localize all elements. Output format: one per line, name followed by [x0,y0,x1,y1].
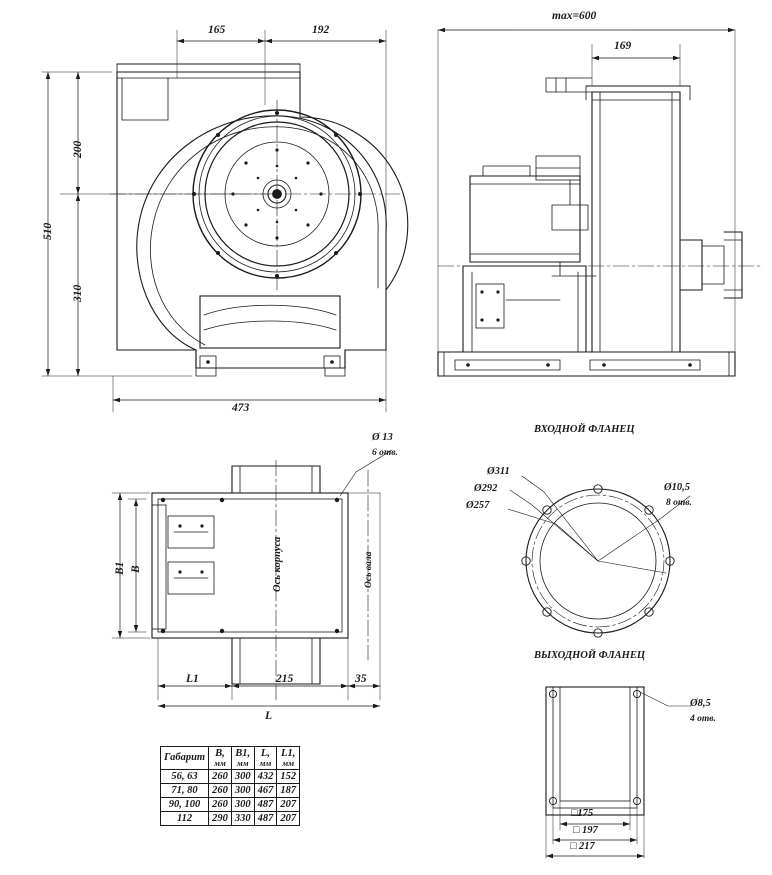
table-header-row [161,747,300,770]
inlet-flange-geometry [508,476,690,637]
title-inlet-flange: ВХОДНОЙ ФЛАНЕЦ [534,424,635,435]
plan-view-geometry [112,450,392,708]
th-b: B, мм [209,747,232,770]
th-l: L, мм [254,747,277,770]
dim-outlet-holes-count: 4 отв. [690,714,716,724]
dim-outlet-mid: □ 197 [573,825,598,836]
th-l1: L1, мм [277,747,300,770]
table-row: 112 290 330 487 207 [161,811,300,825]
dim-side-inner: 169 [614,40,632,52]
dim-outlet-inner: □175 [571,808,594,819]
table-row: 71, 80 260 300 467 187 [161,783,300,797]
dim-front-lower: 310 [72,284,84,302]
table-row: 56, 63 260 300 432 152 [161,769,300,783]
dim-plan-hole-diameter: Ø 13 [372,432,393,443]
dim-inlet-d-mid: Ø292 [474,483,498,494]
dim-front-width: 473 [232,402,250,414]
dim-outlet-outer: □ 217 [570,841,595,852]
title-outlet-flange: ВЫХОДНОЙ ФЛАНЕЦ [534,650,646,661]
outlet-flange-geometry [546,687,690,858]
dim-front-total-height: 510 [42,222,54,240]
table-row: 90, 100 260 300 487 207 [161,797,300,811]
dim-plan-l1: L1 [186,673,199,685]
dim-plan-total: L [265,710,273,722]
dim-side-max: max=600 [552,10,597,22]
dim-inlet-holes-count: 8 отв. [666,498,692,508]
dim-plan-b1: B1 [114,561,126,575]
dim-plan-right: 35 [355,673,367,685]
side-view-geometry [438,28,760,376]
dim-plan-hole-count: 6 отв. [372,448,398,458]
th-gabarit: Габарит [161,747,209,770]
dimensions-table [160,746,300,826]
front-view-geometry [42,30,408,412]
th-b1: B1, мм [231,747,254,770]
label-axis-shaft: Ось вала [364,551,374,588]
dim-front-top-left: 165 [208,24,226,36]
dim-front-top-right: 192 [312,24,330,36]
dim-plan-mid: 215 [276,673,294,685]
dim-outlet-holes: Ø8,5 [690,698,711,709]
dim-inlet-holes: Ø10,5 [664,482,690,493]
dim-front-upper: 200 [72,140,84,158]
label-axis-body: Ось корпуса [272,536,283,592]
dim-inlet-d-outer: Ø311 [487,466,510,477]
dim-inlet-d-inner: Ø257 [466,500,490,511]
dim-plan-b: B [130,565,142,573]
